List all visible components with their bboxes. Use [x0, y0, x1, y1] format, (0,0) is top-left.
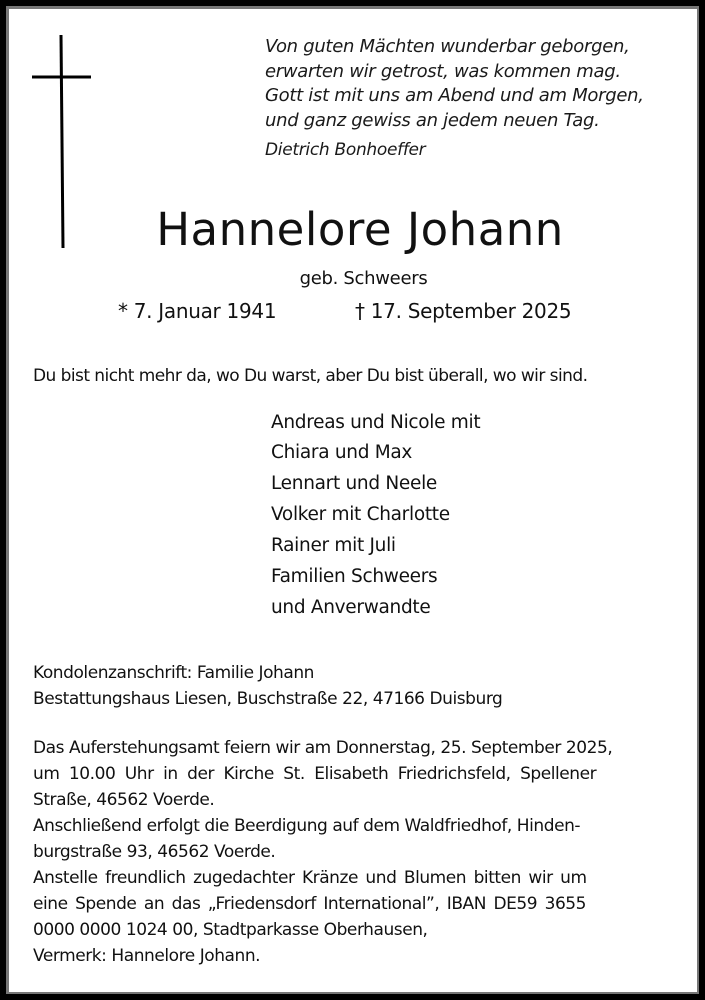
quote-author: Dietrich Bonhoeffer — [265, 140, 426, 160]
service-line: Straße, 46562 Voerde. — [33, 790, 215, 810]
life-dates — [118, 299, 572, 323]
condolence-line: Bestattungshaus Liesen, Buschstraße 22, 47166 Duisburg — [33, 689, 503, 709]
condolence-line: Kondolenzanschrift: Familie Johann — [33, 663, 314, 683]
service-information — [33, 735, 688, 969]
burial-line: burgstraße 93, 46562 Voerde. — [33, 842, 276, 862]
donation-line: eine Spende an das „Friedensdorf International”, IBAN DE59 3655 — [33, 894, 587, 914]
quote-line: Gott ist mit uns am Abend und am Morgen, — [265, 85, 644, 106]
mourner-entry: und Anverwandte — [271, 597, 431, 618]
quote-line: Von guten Mächten wunderbar geborgen, — [265, 36, 630, 57]
deceased-name: Hannelore Johann — [156, 203, 564, 256]
birth-date: * 7. Januar 1941 — [118, 299, 277, 323]
burial-line: Anschließend erfolgt die Beerdigung auf dem Waldfriedhof, Hinden- — [33, 816, 581, 836]
mourner-entry: Chiara und Max — [271, 442, 413, 463]
mourner-entry: Volker mit Charlotte — [271, 504, 450, 525]
mourners-list — [271, 408, 480, 623]
service-line: Das Auferstehungsamt feiern wir am Donnerstag, 25. September 2025, — [33, 738, 613, 758]
donation-note: Vermerk: Hannelore Johann. — [33, 946, 261, 966]
death-date: † 17. September 2025 — [355, 299, 572, 323]
mourner-entry: Rainer mit Juli — [271, 535, 396, 556]
mourner-entry: Andreas und Nicole mit — [271, 412, 481, 433]
condolence-address — [33, 660, 688, 712]
memorial-motto: Du bist nicht mehr da, wo Du warst, aber Du bist überall, wo wir sind. — [33, 366, 588, 386]
donation-line: 0000 0000 1024 00, Stadtparkasse Oberhausen, — [33, 920, 428, 940]
quote-line: erwarten wir getrost, was kommen mag. — [265, 60, 621, 82]
birth-name: geb. Schweers — [299, 268, 428, 289]
mourner-entry: Familien Schweers — [271, 566, 438, 587]
donation-line: Anstelle freundlich zugedachter Kränze und Blumen bitten wir um — [33, 868, 587, 888]
mourner-entry: Lennart und Neele — [271, 473, 437, 494]
quote-line: und ganz gewiss an jedem neuen Tag. — [265, 109, 600, 131]
bible-quote — [265, 35, 644, 163]
service-line: um 10.00 Uhr in der Kirche St. Elisabeth Friedrichsfeld, Spellener — [33, 764, 597, 784]
